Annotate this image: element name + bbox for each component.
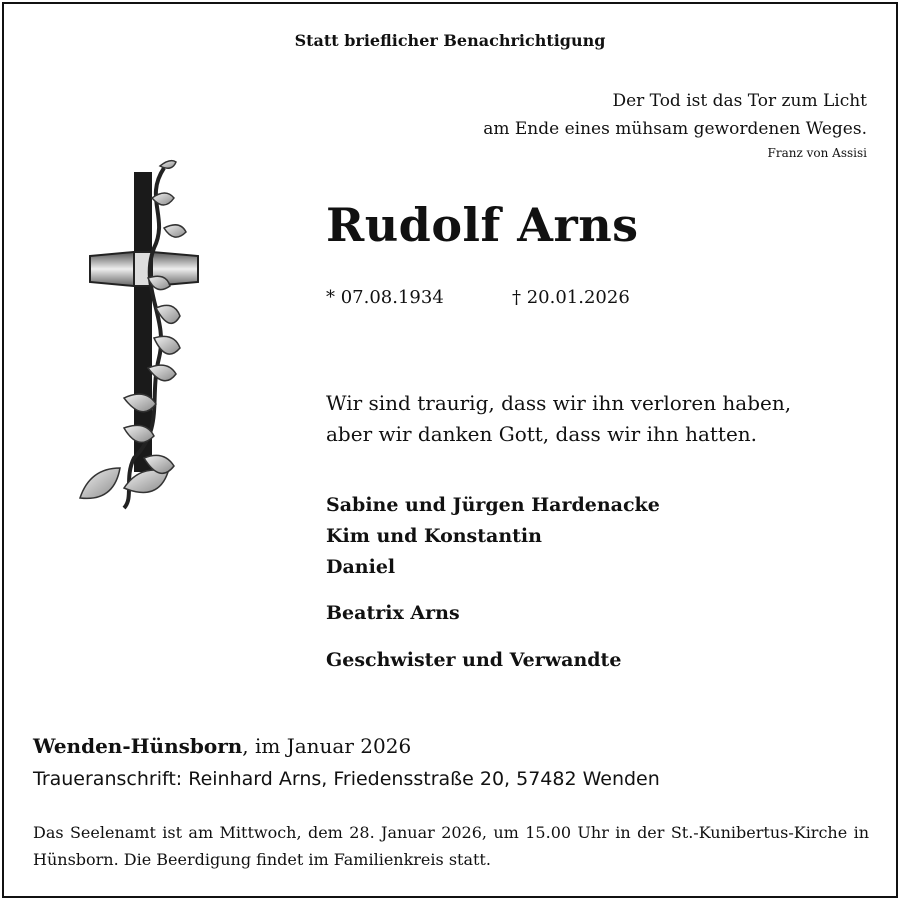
mourner-line-1: Sabine und Jürgen Hardenacke: [326, 494, 660, 516]
funeral-note: Das Seelenamt ist am Mittwoch, dem 28. Januar 2026, um 15.00 Uhr in der St.-Kunibertus-Kirche in Hünsborn. Die Beerdigung findet im Familienkreis statt.: [33, 823, 869, 869]
mourner-line-5: Geschwister und Verwandte: [326, 649, 622, 671]
message-line-1: Wir sind traurig, dass wir ihn verloren haben,: [326, 391, 792, 415]
quote-line-1: Der Tod ist das Tor zum Licht: [612, 91, 867, 111]
death-date: † 20.01.2026: [512, 287, 630, 308]
place-name: Wenden-Hünsborn: [33, 734, 243, 758]
notice-date: , im Januar 2026: [242, 734, 412, 758]
mourner-line-3: Daniel: [326, 556, 396, 578]
quote-line-2: am Ende eines mühsam gewordenen Weges.: [483, 119, 867, 139]
mourner-line-4: Beatrix Arns: [326, 602, 460, 624]
notice-header: Statt brieflicher Benachrichtigung: [294, 31, 606, 50]
place-and-date: [33, 734, 411, 758]
mourner-line-2: Kim und Konstantin: [326, 525, 542, 547]
deceased-name: Rudolf Arns: [326, 198, 639, 252]
mourning-address: Traueranschrift: Reinhard Arns, Friedensstraße 20, 57482 Wenden: [33, 768, 660, 790]
quote-author: Franz von Assisi: [767, 146, 867, 160]
cross-with-ivy-icon: [74, 158, 214, 524]
message-line-2: aber wir danken Gott, dass wir ihn hatten.: [326, 422, 758, 446]
birth-date: * 07.08.1934: [326, 287, 444, 308]
